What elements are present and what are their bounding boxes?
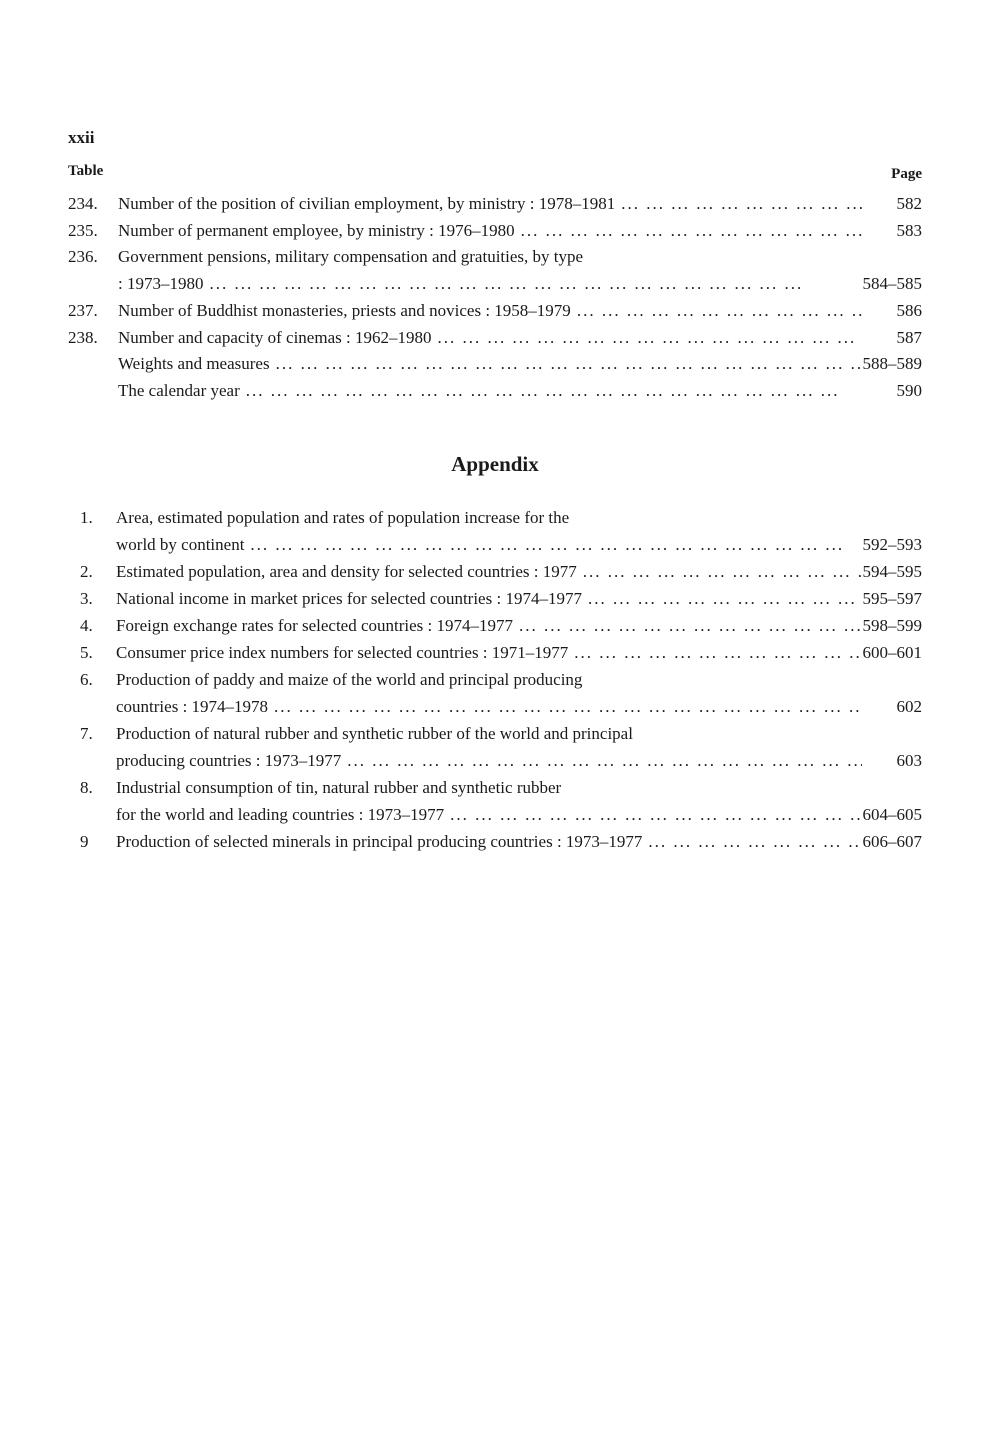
page-number: xxii [68, 128, 95, 147]
entry-page: 594–595 [862, 562, 922, 581]
entry-page: 604–605 [862, 805, 922, 824]
toc-entry-line [68, 612, 922, 639]
entry-page: 602 [896, 697, 922, 716]
dot-leader [444, 801, 862, 828]
entry-number: 8. [80, 778, 93, 797]
toc-entry-line [68, 298, 922, 325]
entry-page: 603 [896, 751, 922, 770]
toc-entry-line [68, 666, 922, 693]
entry-number: 6. [80, 670, 93, 689]
toc-entry-line [68, 378, 922, 405]
dot-leader [203, 271, 862, 298]
entry-title: Number and capacity of cinemas : 1962–1980 [118, 327, 432, 347]
entry-title: National income in market prices for selected countries : 1974–1977 [116, 589, 582, 608]
entry-page: 584–585 [862, 274, 922, 294]
entry-title: Estimated population, area and density for selected countries : 1977 [116, 562, 577, 581]
entry-title: Government pensions, military compensation and gratuities, by type [118, 247, 584, 267]
entry-title: : 1973–1980 [118, 274, 204, 294]
entry-title: Production of selected minerals in principal producing countries : 1973–1977 [116, 832, 643, 851]
dot-leader [341, 747, 862, 774]
dot-leader [577, 558, 862, 585]
dot-leader [642, 828, 862, 855]
toc-entry-line [68, 504, 922, 531]
appendix-list [68, 504, 922, 855]
dot-leader [244, 531, 862, 558]
entry-title: countries : 1974–1978 [116, 697, 269, 716]
entry-page: 606–607 [862, 832, 922, 851]
toc-entry-line [68, 828, 922, 855]
entry-title: Number of the position of civilian employment, by ministry : 1978–1981 [118, 194, 616, 213]
toc-entry-line [68, 218, 922, 245]
entry-page: 587 [896, 327, 922, 347]
entry-title: Number of Buddhist monasteries, priests and novices : 1958–1979 [118, 300, 571, 320]
dot-leader [615, 191, 862, 218]
entry-page: 586 [896, 300, 922, 320]
dot-leader [571, 298, 862, 325]
entry-number: 2. [80, 562, 93, 581]
toc-entry-line [68, 191, 922, 218]
entry-number: 235. [68, 220, 98, 240]
toc-entry-line [68, 325, 922, 352]
dot-leader [240, 378, 862, 405]
entry-number: 236. [68, 247, 98, 267]
entry-number: 1. [80, 508, 93, 527]
entry-title: for the world and leading countries : 1973–1977 [116, 805, 445, 824]
entry-page: 590 [896, 380, 922, 400]
dot-leader [270, 351, 862, 378]
toc-entry-line [68, 351, 922, 378]
entry-title: Production of natural rubber and synthetic rubber of the world and principal [116, 724, 633, 743]
table-column-header: Table [68, 163, 104, 179]
entry-title: Number of permanent employee, by ministry : 1976–1980 [118, 220, 515, 240]
entry-number: 3. [80, 589, 93, 608]
entry-number: 4. [80, 616, 93, 635]
toc-entry-line [68, 271, 922, 298]
entry-number: 7. [80, 724, 93, 743]
table-list [68, 191, 922, 405]
entry-page: 583 [896, 220, 922, 240]
entry-page: 600–601 [862, 643, 922, 662]
toc-entry-line [68, 774, 922, 801]
toc-entry-line [68, 531, 922, 558]
entry-title: producing countries : 1973–1977 [116, 751, 342, 770]
entry-page: 592–593 [862, 535, 922, 554]
toc-entry-line [68, 693, 922, 720]
entry-page: 588–589 [862, 354, 922, 374]
entry-title: Consumer price index numbers for selected countries : 1971–1977 [116, 643, 569, 662]
dot-leader [268, 693, 862, 720]
dot-leader [515, 218, 862, 245]
toc-entry-line [68, 585, 922, 612]
entry-number: 237. [68, 300, 98, 320]
entry-title: The calendar year [118, 380, 240, 400]
toc-entry-line [68, 720, 922, 747]
entry-number: 5. [80, 643, 93, 662]
dot-leader [431, 325, 862, 352]
entry-number: 9 [80, 832, 89, 851]
entry-title: Foreign exchange rates for selected countries : 1974–1977 [116, 616, 514, 635]
entry-title: world by continent [116, 535, 245, 554]
entry-page: 595–597 [862, 589, 922, 608]
toc-entry-line [68, 639, 922, 666]
toc-entry-line [68, 747, 922, 774]
appendix-title: Appendix [451, 452, 539, 476]
toc-entry-line [68, 244, 922, 271]
toc-entry-line [68, 801, 922, 828]
entry-title: Production of paddy and maize of the world and principal producing [116, 670, 583, 689]
dot-leader [582, 585, 862, 612]
page-column-header: Page [891, 166, 922, 182]
entry-page: 598–599 [862, 616, 922, 635]
entry-title: Area, estimated population and rates of population increase for the [116, 508, 570, 527]
entry-number: 234. [68, 194, 98, 213]
toc-entry-line [68, 558, 922, 585]
entry-number: 238. [68, 327, 98, 347]
entry-title: Weights and measures [118, 354, 270, 374]
dot-leader [568, 639, 862, 666]
entry-page: 582 [896, 194, 922, 213]
entry-title: Industrial consumption of tin, natural rubber and synthetic rubber [116, 778, 562, 797]
dot-leader [513, 612, 862, 639]
